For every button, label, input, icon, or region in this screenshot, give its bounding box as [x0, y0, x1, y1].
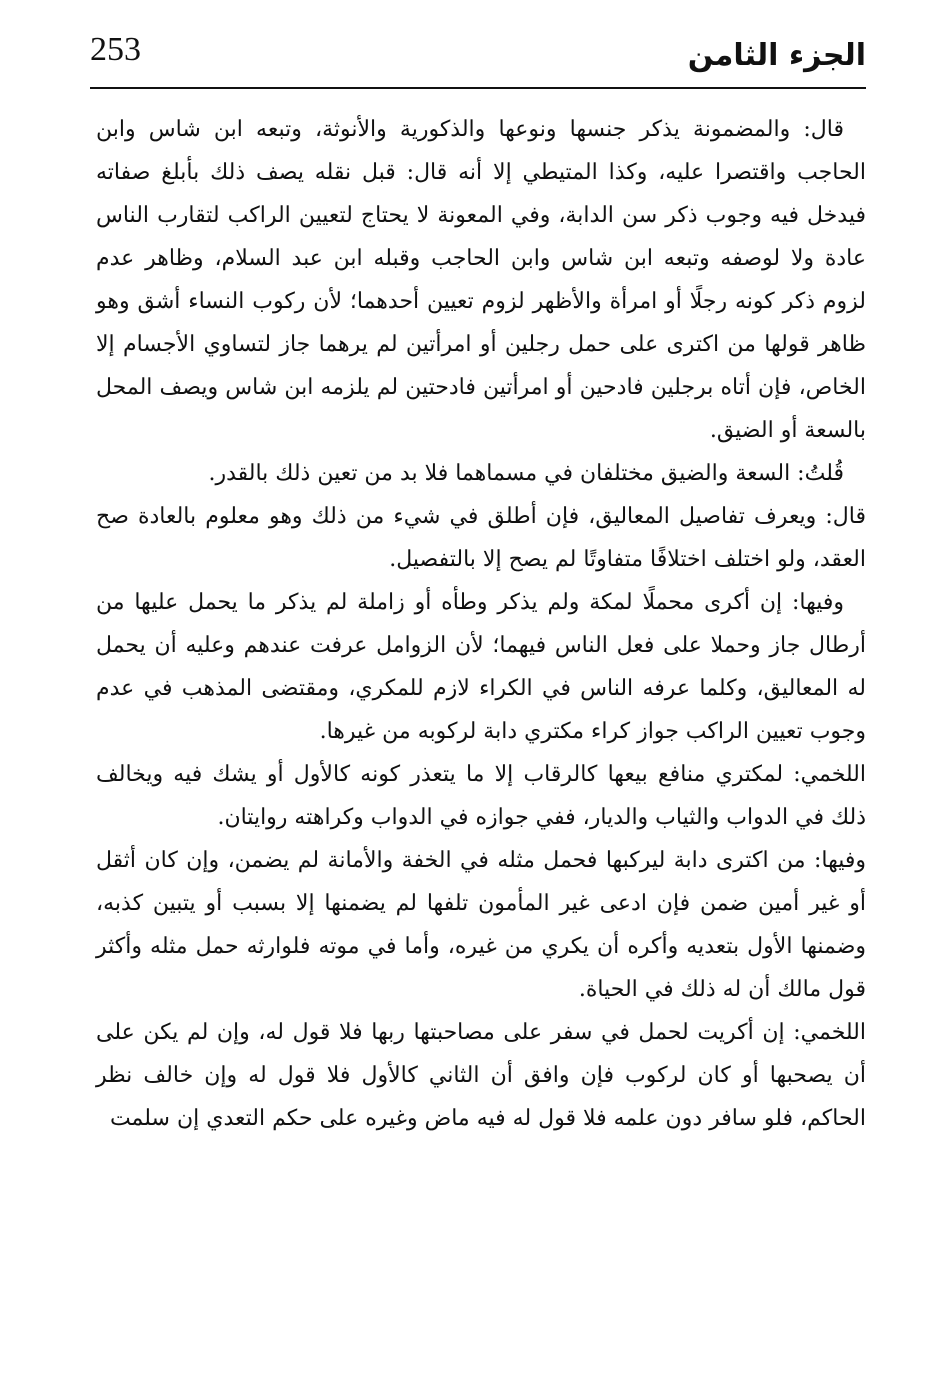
page-header	[90, 28, 866, 88]
paragraph: وفيها: من اكترى دابة ليركبها فحمل مثله في الخفة والأمانة لم يضمن، وإن كان أثقل أو غير أمين ضمن فإن ادعى غير المأمون تلفها لم يضمنها إلا بسبب أو يتبين كذبه، وضمنها الأول بتعديه وأكره أن يكري من غيره، وأما في موته فلوارثه حمل مثله وأكثر قول مالك أن له ذلك في الحياة.	[96, 848, 866, 1002]
paragraph: قال: ويعرف تفاصيل المعاليق، فإن أطلق في شيء من ذلك وهو معلوم بالعادة صح العقد، ولو اختلف اختلافًا متفاوتًا لم يصح إلا بالتفصيل.	[96, 504, 866, 572]
page-number: 253	[90, 31, 141, 68]
paragraph: قال: والمضمونة يذكر جنسها ونوعها والذكورية والأنوثة، وتبعه ابن شاس وابن الحاجب واقتصرا عليه، وكذا المتيطي إلا أنه قال: قبل نقله يصف ذلك بأبلغ صفاته فيدخل فيه وجوب ذكر سن الدابة، وفي المعونة لا يحتاج لتعيين الراكب لتقارب الناس عادة ولا لوصفه وتبعه ابن شاس وابن الحاجب وقبله ابن عبد السلام، وظاهر عدم لزوم ذكر كونه رجلًا أو امرأة والأظهر لزوم تعيين أحدهما؛ لأن ركوب النساء أشق وهو ظاهر قولها من اكترى على حمل رجلين أو امرأتين لم يرهما جاز لتساوي الأجسام إلا الخاص، فإن أتاه برجلين فادحين أو امرأتين فادحتين لم يلزمه ابن شاس ويصف المحل بالسعة أو الضيق.	[96, 117, 866, 443]
paragraph: اللخمي: لمكتري منافع بيعها كالرقاب إلا ما يتعذر كونه كالأول أو يشك فيه ويخالف ذلك في الدواب والثياب والديار، ففي جوازه في الدواب وكراهته روايتان.	[96, 762, 866, 830]
header-divider	[90, 87, 866, 89]
volume-title: الجزء الثامن	[687, 38, 866, 73]
paragraph: وفيها: إن أكرى محملًا لمكة ولم يذكر وطأه أو زاملة لم يذكر ما يحمل عليها من أرطال جاز وحملا على فعل الناس فيهما؛ لأن الزوامل عرفت عندهم وعليه أن يحمل له المعاليق، وكلما عرفه الناس في الكراء لازم للمكري، ومقتضى المذهب في عدم وجوب تعيين الراكب جواز كراء مكتري دابة لركوبه من غيرها.	[96, 590, 866, 744]
paragraph: قُلتُ: السعة والضيق مختلفان في مسماهما فلا بد من تعين ذلك بالقدر.	[208, 461, 844, 486]
page-body	[96, 108, 866, 1140]
paragraph: اللخمي: إن أكريت لحمل في سفر على مصاحبتها ربها فلا قول له، وإن لم يكن على أن يصحبها أو كان لركوب فإن وافق أن الثاني كالأول فلا قول له وإن خالف نظر الحاكم، فلو سافر دون علمه فلا قول له فيه ماض وغيره على حكم التعدي إن سلمت	[96, 1020, 866, 1131]
